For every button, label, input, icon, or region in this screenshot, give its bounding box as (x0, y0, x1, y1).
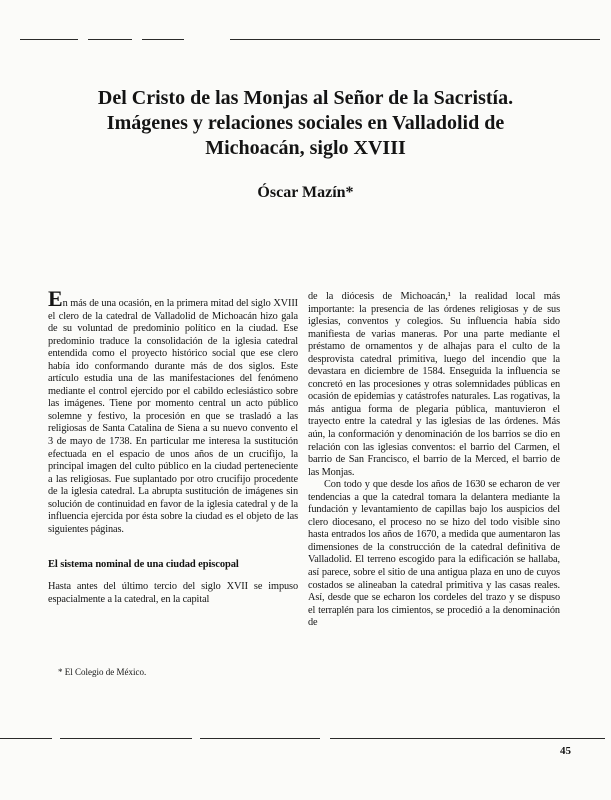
bottom-rule-1 (0, 738, 52, 739)
bottom-rule-4 (330, 738, 605, 739)
title-line-2: Imágenes y relaciones sociales en Valladolid de (106, 112, 505, 134)
title-line-1: Del Cristo de las Monjas al Señor de la Sacristía. (97, 87, 514, 109)
bottom-rule-2 (60, 738, 192, 739)
intro-paragraph (48, 286, 298, 536)
drop-cap: E (48, 286, 63, 311)
top-rule-3 (142, 39, 184, 40)
intro-paragraph-text: n más de una ocasión, en la primera mitad del siglo XVIII el clero de la catedral de Valladolid de Michoacán hizo gala de su voluntad de predominio político en la ciudad. Ese predominio traduce la consolidación de la iglesia catedral entendida como el proyecto histórico social que ese clero había ido conformando durante más de dos siglos. Este artículo estudia una de las manifestaciones del fenómeno mediante el control ejercido por el cabildo eclesiástico sobre las imágenes. Tiene por momento central un acto público solemne y festivo, la procesión en que se trasladó a las religiosas de Santa Catalina de Siena a su nuevo convento el 3 de mayo de 1738. En particular me interesa la sustitución efectuada en el espacio de unos años de un crucifijo, la principal imagen del culto público en la ciudad perteneciente a las religiosas. Fue suplantado por otro crucifijo procedente de la iglesia catedral. La abrupta sustitución de imágenes sin solución de continuidad en favor de la iglesia catedral y de la influencia ejercida por ésta sobre la ciudad es el objeto de las siguientes páginas. (48, 298, 298, 535)
right-paragraph-1: de la diócesis de Michoacán,¹ la realidad local más importante: la presencia de las órdenes religiosas y de sus iglesias, conventos y colegios. Su influencia había sido manifiesta de varias maneras. Por una parte mediante el préstamo de ornamentos y de alhajas para el culto de la desprovista catedral primitiva, luego del incendio que la devastara en diciembre de 1584. Enseguida la influencia se concretó en las procesiones y otras solemnidades públicas en ocasión de epidemias y catástrofes naturales. Las rogativas, la más antigua forma de plegaria pública, mantuvieron el trayecto entre la catedral y las iglesias de las órdenes. Más aún, la conformación y denominación de los barrios se dio en relación con las iglesias conventos: el barrio del Carmen, el barrio de San Francisco, el barrio de la Merced, el barrio de las Monjas. (308, 291, 560, 478)
right-paragraph-2: Con todo y que desde los años de 1630 se echaron de ver tendencias a que la catedral tomara la delantera mediante la fundación y levantamiento de capillas bajo los auspicios del clero diocesano, el proceso no se hizo del todo visible sino hasta entrados los años de 1670, a medida que aumentaron las dimensiones de la construcción de la catedral definitiva de Valladolid. El terreno escogido para la edificación se hallaba, así parece, sobre el sitio de una antigua plaza en uno de cuyos costados se alineaban la catedral primitiva y las casas reales. Así, desde que se echaron los cordeles del trazo y se dispuso el terraplén para los cimientos, se procedió a la denominación de (308, 479, 560, 629)
right-column (308, 291, 560, 630)
bottom-rule-3 (200, 738, 320, 739)
footnote: * El Colegio de México. (58, 667, 147, 677)
author-name: Óscar Mazín* (257, 184, 354, 201)
article-title (40, 86, 571, 161)
section-paragraph: Hasta antes del último tercio del siglo XVII se impuso espacialmente a la catedral, en la capital (48, 581, 298, 605)
left-column (48, 286, 298, 606)
top-rule-2 (88, 39, 132, 40)
title-line-3: Michoacán, siglo XVIII (205, 137, 406, 159)
section-heading: El sistema nominal de una ciudad episcopal (48, 559, 239, 571)
top-rule-4 (230, 39, 600, 40)
page-number: 45 (560, 745, 571, 757)
top-rule-1 (20, 39, 78, 40)
